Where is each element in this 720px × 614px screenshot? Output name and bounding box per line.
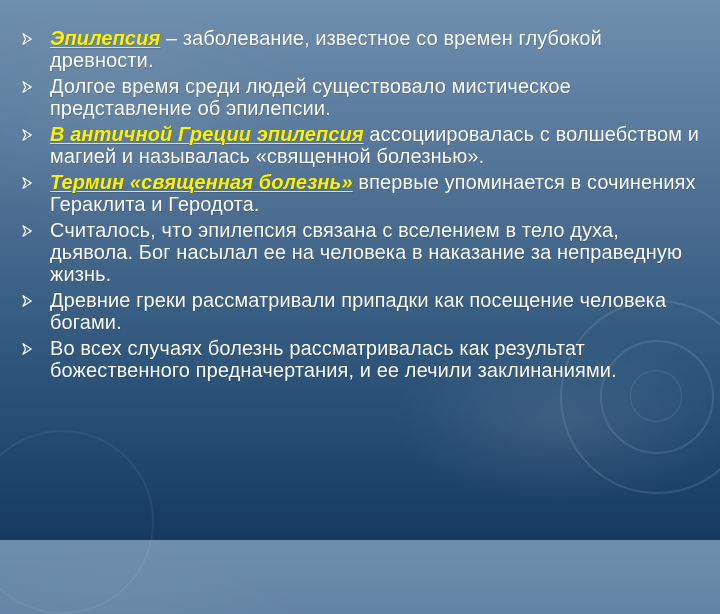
bullet-text: впервые упоминается в сочинениях Гераклита и Геродота. (50, 172, 696, 216)
bullet-item (22, 28, 700, 72)
arrowhead-bullet-icon (22, 225, 32, 237)
bullet-highlight: В античной Греции эпилепсия (50, 124, 364, 146)
bullet-text: ассоциировалась с волшебством и магией и называлась «священной болезнью». (50, 124, 699, 168)
slide-content (22, 28, 700, 386)
bullet-text: Древние греки рассматривали припадки как посещение человека богами. (50, 290, 667, 334)
bullet-highlight: Эпилепсия (50, 28, 161, 50)
arrowhead-bullet-icon (22, 343, 32, 355)
arrowhead-bullet-icon (22, 129, 32, 141)
arrowhead-bullet-icon (22, 33, 32, 45)
arrowhead-bullet-icon (22, 295, 32, 307)
bullet-text: Считалось, что эпилепсия связана с вселением в тело духа, дьявола. Бог насылал ее на человека в наказание за неправедную жизнь. (50, 220, 683, 286)
water-ripple-decoration (0, 430, 154, 614)
bullet-text: Во всех случаях болезнь рассматривалась как результат божественного предначертания, и ее лечили заклинаниями. (50, 338, 617, 382)
bullet-item (22, 220, 700, 286)
bullet-highlight: Термин «священная болезнь» (50, 172, 353, 194)
bullet-item (22, 124, 700, 168)
arrowhead-bullet-icon (22, 177, 32, 189)
bullet-list (22, 28, 700, 382)
arrowhead-bullet-icon (22, 81, 32, 93)
bullet-item (22, 338, 700, 382)
bullet-item (22, 76, 700, 120)
bullet-text: – заболевание, известное со времен глубокой древности. (50, 28, 602, 72)
bullet-item (22, 172, 700, 216)
bullet-item (22, 290, 700, 334)
bullet-text: Долгое время среди людей существовало мистическое представление об эпилепсии. (50, 76, 571, 120)
